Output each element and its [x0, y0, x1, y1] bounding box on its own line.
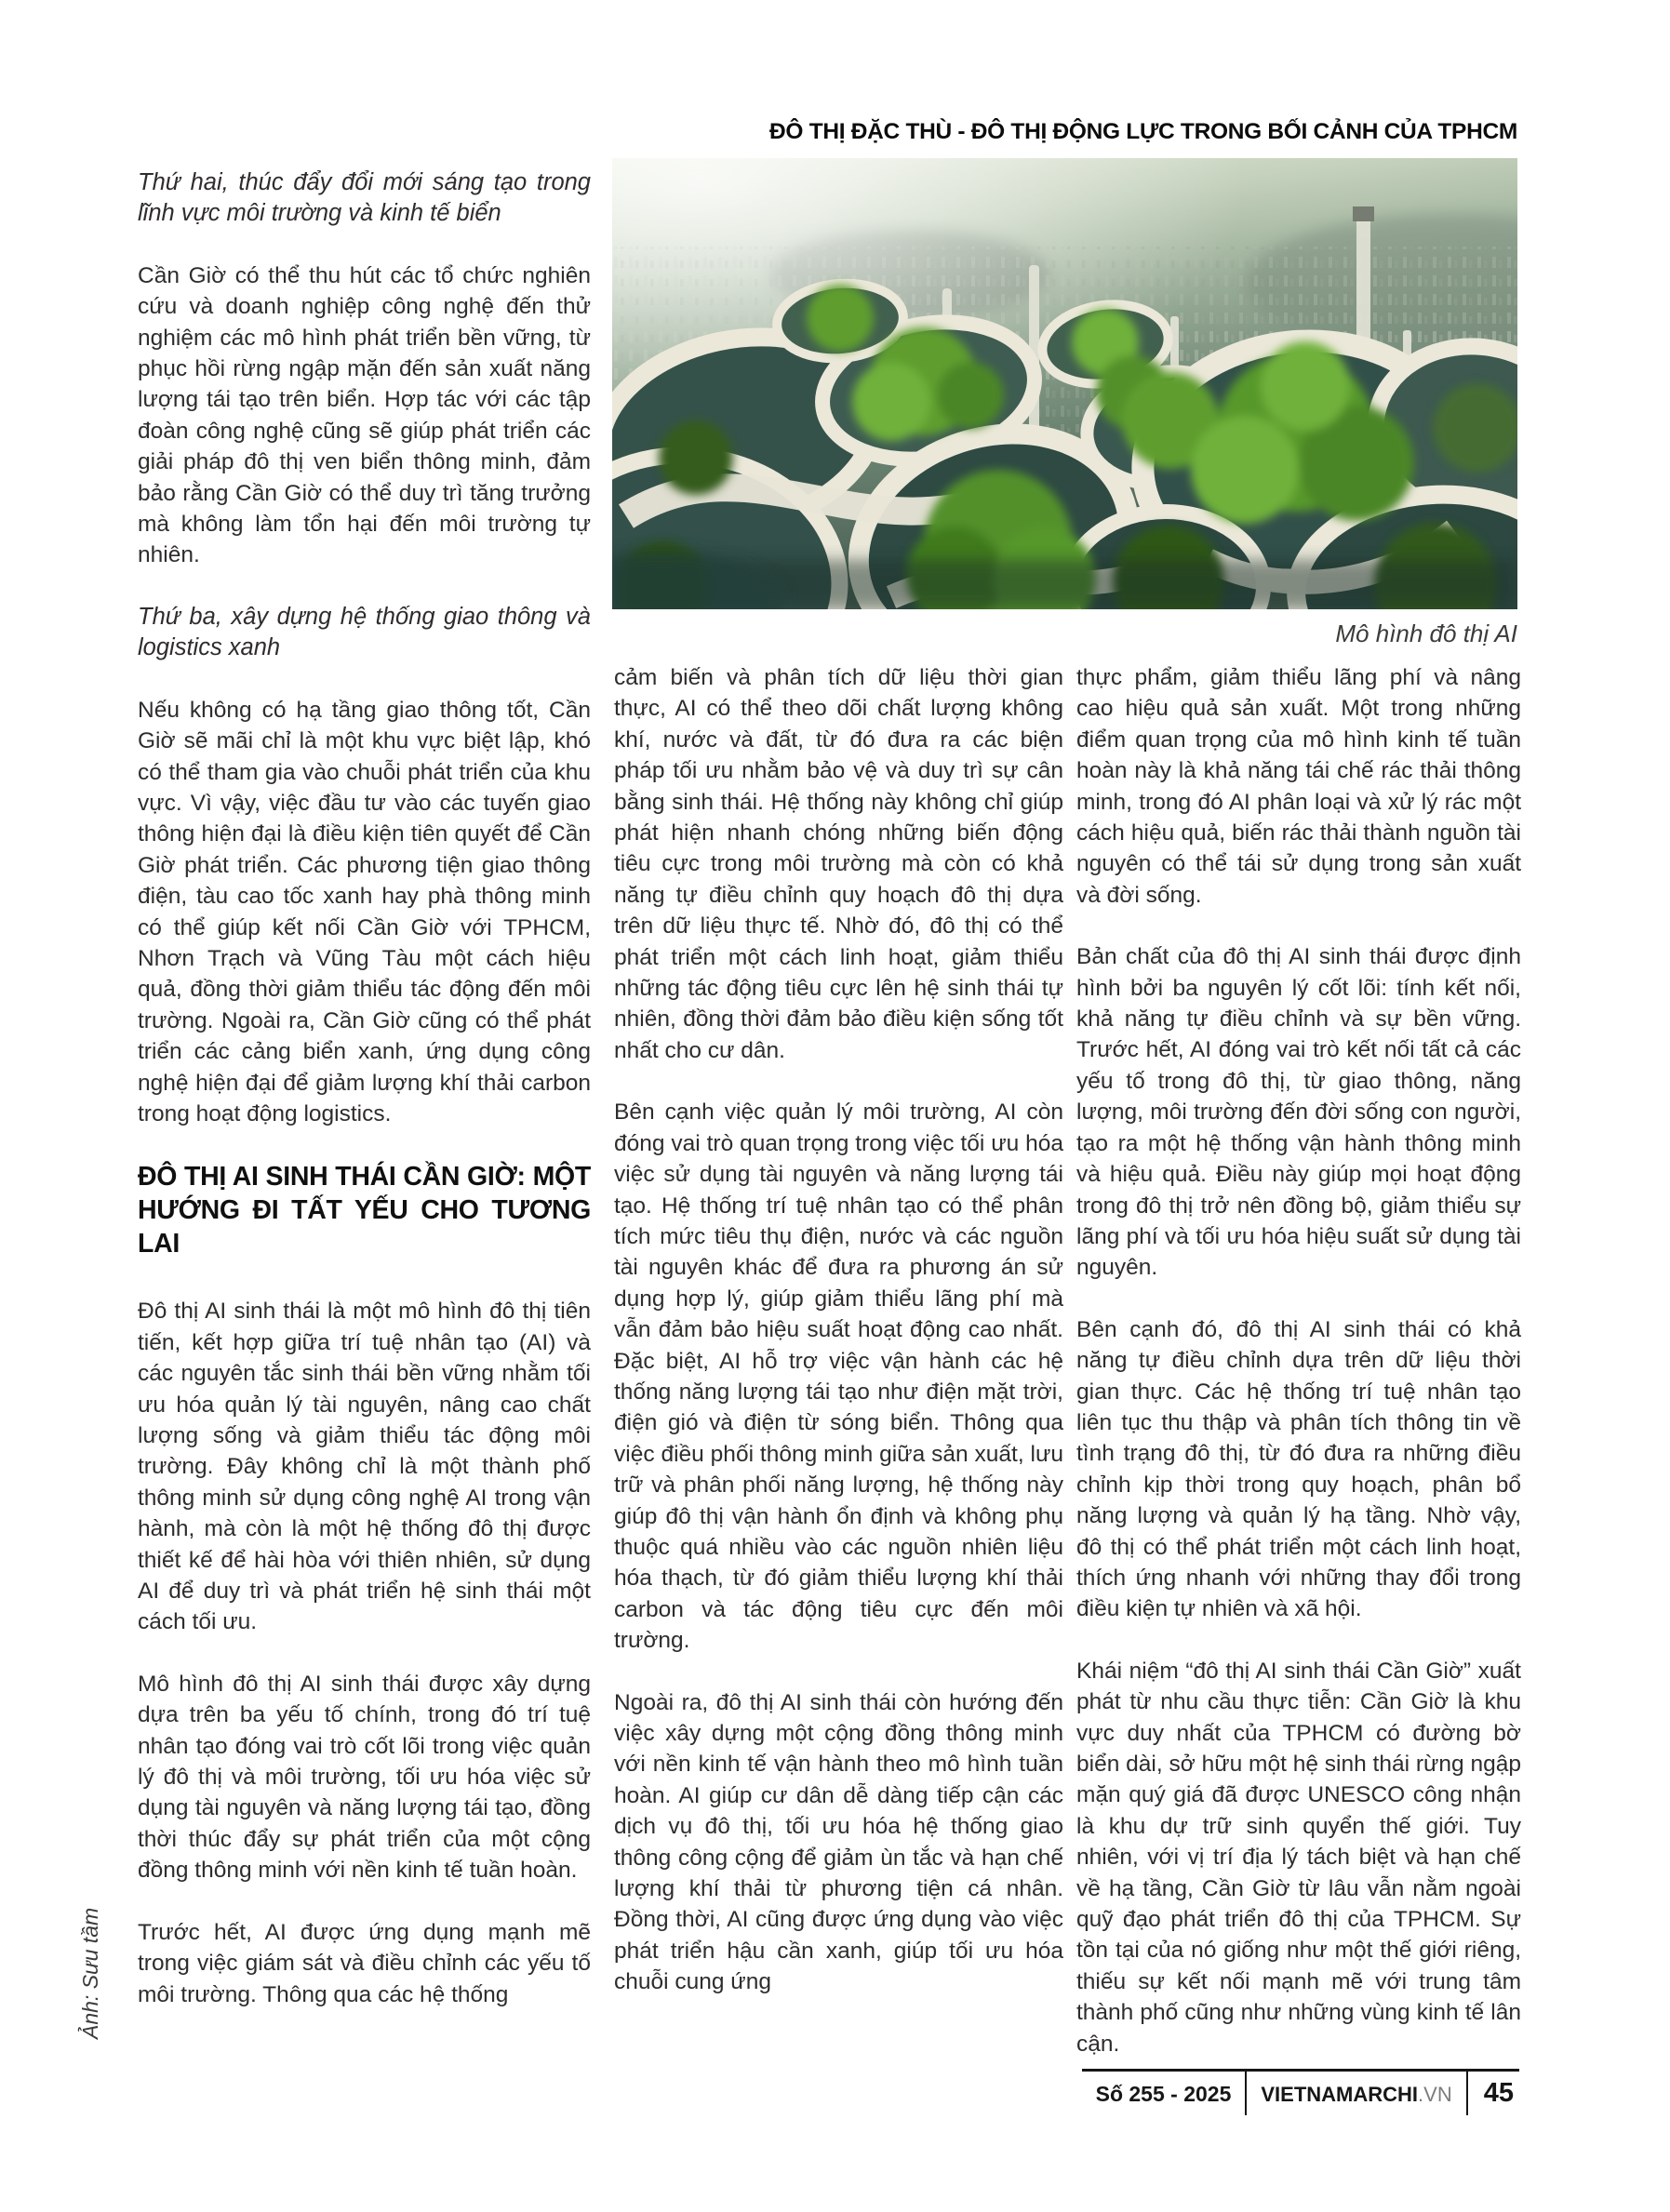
paragraph: Bên cạnh việc quản lý môi trường, AI còn đóng vai trò quan trọng trong việc tối ưu hóa việc sử dụng tài nguyên và năng lượng tái tạo. Hệ thống trí tuệ nhân tạo có thể phân tích mức tiêu thụ điện, nước và các nguồn tài nguyên khác để đưa ra phương án sử dụng hợp lý, giúp giảm thiểu lãng phí mà vẫn đảm bảo hiệu suất hoạt động cao nhất. Đặc biệt, AI hỗ trợ việc vận hành các hệ thống năng lượng tái tạo như điện mặt trời, điện gió và điện từ sóng biển. Thông qua việc điều phối thông minh giữa sản xuất, lưu trữ và phân phối năng lượng, hệ thống này giúp đô thị vận hành ổn định và không phụ thuộc quá nhiều vào các nguồn nhiên liệu hóa thạch, từ đó giảm thiểu lượng khí thải carbon và tác động tiêu cực đến môi trường. — [614, 1099, 1063, 1654]
paragraph: Bên cạnh đó, đô thị AI sinh thái có khả năng tự điều chỉnh dựa trên dữ liệu thời gian thực. Các hệ thống trí tuệ nhân tạo liên tục thu thập và phân tích thông tin về tình trạng đô thị, từ đó đưa ra những điều chỉnh kịp thời trong quy hoạch, phân bổ năng lượng và quản lý hạ tầng. Nhờ vậy, đô thị có thể phát triển một cách linh hoạt, thích ứng nhanh với những thay đổi trong điều kiện tự nhiên và xã hội. — [1076, 1316, 1521, 1622]
column-right — [1076, 662, 1521, 2090]
column-left — [138, 167, 591, 2041]
issue-number: Số 255 - 2025 — [1095, 2082, 1232, 2106]
website-domain: .VN — [1418, 2082, 1452, 2106]
paragraph: Trước hết, AI được ứng dụng mạnh mẽ trong việc giám sát và điều chỉnh các yếu tố môi trường. Thông qua các hệ thống — [138, 1919, 591, 2007]
paragraph: cảm biến và phân tích dữ liệu thời gian thực, AI có thể theo dõi chất lượng không khí, nước và đất, từ đó đưa ra các biện pháp tối ưu nhằm bảo vệ và duy trì sự cân bằng sinh thái. Hệ thống này không chỉ giúp phát hiện nhanh chóng những biến động tiêu cực trong môi trường mà còn có khả năng tự điều chỉnh quy hoạch đô thị dựa trên dữ liệu thực tế. Nhờ đó, đô thị có thể phát triển một cách linh hoạt, giảm thiểu những tác động tiêu cực lên hệ sinh thái tự nhiên, đồng thời đảm bảo điều kiện sống tốt nhất cho cư dân. — [614, 665, 1063, 1063]
lead-in-second: Thứ hai, thúc đẩy đổi mới sáng tạo trong lĩnh vực môi trường và kinh tế biển — [138, 169, 591, 227]
ai-eco-city-illustration — [612, 158, 1517, 609]
article-photo — [612, 158, 1517, 609]
photo-caption: Mô hình đô thị AI — [1335, 620, 1517, 647]
website-label — [1245, 2072, 1467, 2115]
paragraph: Đô thị AI sinh thái là một mô hình đô thị tiên tiến, kết hợp giữa trí tuệ nhân tạo (AI) và các nguyên tắc sinh thái bền vững nhằm tối ưu hóa quản lý tài nguyên, nâng cao chất lượng sống và giảm thiểu tác động môi trường. Đây không chỉ là một thành phố thông minh sử dụng công nghệ AI trong vận hành, mà còn là một hệ thống đô thị được thiết kế để hài hòa với thiên nhiên, sử dụng AI để duy trì và phát triển hệ sinh thái một cách tối ưu. — [138, 1299, 591, 1635]
running-head: ĐÔ THỊ ĐẶC THÙ - ĐÔ THỊ ĐỘNG LỰC TRONG BỐI CẢNH CỦA TPHCM — [769, 119, 1517, 144]
paragraph: Bản chất của đô thị AI sinh thái được định hình bởi ba nguyên lý cốt lõi: tính kết nối, khả năng tự điều chỉnh và sự bền vững. Trước hết, AI đóng vai trò kết nối tất cả các yếu tố trong đô thị, từ giao thông, năng lượng, môi trường đến đời sống con người, tạo ra một hệ thống vận hành thông minh và hiệu quả. Điều này giúp mọi hoạt động trong đô thị trở nên đồng bộ, giảm thiểu sự lãng phí và tối ưu hóa hiệu suất sử dụng tài nguyên. — [1076, 944, 1521, 1281]
section-heading: ĐÔ THỊ AI SINH THÁI CẦN GIỜ: MỘT HƯỚNG ĐI TẤT YẾU CHO TƯƠNG LAI — [138, 1162, 591, 1259]
page-number: 45 — [1483, 2078, 1514, 2108]
paragraph: Cần Giờ có thể thu hút các tổ chức nghiên cứu và doanh nghiệp công nghệ đến thử nghiệm các mô hình phát triển bền vững, từ phục hồi rừng ngập mặn đến sản xuất năng lượng tái tạo trên biển. Hợp tác với các tập đoàn công nghệ cũng sẽ giúp phát triển các giải pháp đô thị ven biển thông minh, đảm bảo rằng Cần Giờ có thể duy trì tăng trưởng mà không làm tổn hại đến môi trường tự nhiên. — [138, 262, 591, 568]
paragraph: thực phẩm, giảm thiểu lãng phí và nâng cao hiệu quả sản xuất. Một trong những điểm quan trọng của mô hình kinh tế tuần hoàn này là khả năng tái chế rác thải thông minh, trong đó AI phân loại và xử lý rác một cách hiệu quả, biến rác thải thành nguồn tài nguyên có thể tái sử dụng trong sản xuất và đời sống. — [1076, 665, 1521, 908]
paragraph: Nếu không có hạ tầng giao thông tốt, Cần Giờ sẽ mãi chỉ là một khu vực biệt lập, khó có thể tham gia vào chuỗi phát triển của khu vực. Vì vậy, việc đầu tư vào các tuyến giao thông hiện đại là điều kiện tiên quyết để Cần Giờ phát triển. Các phương tiện giao thông điện, tàu cao tốc xanh hay phà thông minh có thể giúp kết nối Cần Giờ với TPHCM, Nhơn Trạch và Vũng Tàu một cách hiệu quả, đồng thời giảm thiểu tác động đến môi trường. Ngoài ra, Cần Giờ cũng có thể phát triển các cảng biển xanh, ứng dụng công nghệ hiện đại để giảm lượng khí thải carbon trong hoạt động logistics. — [138, 697, 591, 1126]
photo-credit: Ảnh: Sưu tầm — [78, 1907, 102, 2039]
paragraph: Ngoài ra, đô thị AI sinh thái còn hướng đến việc xây dựng một cộng đồng thông minh với nền kinh tế vận hành theo mô hình tuần hoàn. AI giúp cư dân dễ dàng tiếp cận các dịch vụ đô thị, tối ưu hóa hệ thống giao thông công cộng để giảm ùn tắc và hạn chế lượng khí thải từ phương tiện cá nhân. Đồng thời, AI cũng được ứng dụng vào việc phát triển hậu cần xanh, giúp tối ưu hóa chuỗi cung ứng — [614, 1689, 1063, 1995]
paragraph: Mô hình đô thị AI sinh thái được xây dựng dựa trên ba yếu tố chính, trong đó trí tuệ nhân tạo đóng vai trò cốt lõi trong việc quản lý đô thị và môi trường, tối ưu hóa việc sử dụng tài nguyên và năng lượng tái tạo, đồng thời thúc đẩy sự phát triển của một cộng đồng thông minh với nền kinh tế tuần hoàn. — [138, 1671, 591, 1884]
paragraph: Khái niệm “đô thị AI sinh thái Cần Giờ” xuất phát từ nhu cầu thực tiễn: Cần Giờ là khu vực duy nhất của TPHCM có đường bờ biển dài, sở hữu một hệ sinh thái rừng ngập mặn quý giá đã được UNESCO công nhận là khu dự trữ sinh quyển thế giới. Tuy nhiên, với vị trí địa lý tách biệt và hạn chế về hạ tầng, Cần Giờ từ lâu vẫn nằm ngoài quỹ đạo phát triển đô thị của TPHCM. Sự tồn tại của nó giống như một thế giới riêng, thiếu sự kết nối mạnh mẽ với trung tâm thành phố cũng như những vùng kinh tế lân cận. — [1076, 1658, 1521, 2057]
column-middle — [614, 662, 1063, 2029]
page-footer — [1082, 2069, 1519, 2115]
lead-in-third: Thứ ba, xây dựng hệ thống giao thông và logistics xanh — [138, 603, 591, 661]
website-name: VIETNAMARCHI — [1261, 2082, 1419, 2106]
